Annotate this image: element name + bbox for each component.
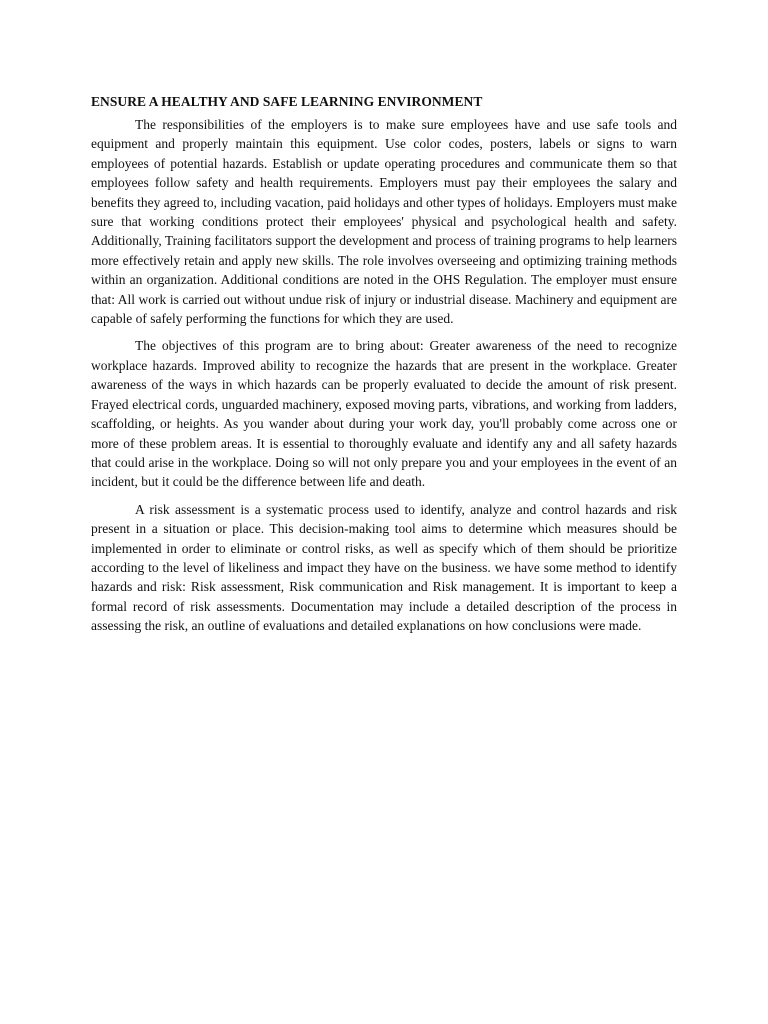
paragraph-program-objectives: The objectives of this program are to bring about: Greater awareness of the need to recognize workplace hazards. Improved ability to recognize the hazards that are present in the workplace. Greater awareness of the ways in which hazards can be properly evaluated to decide the amount of risk present. Frayed electrical cords, unguarded machinery, exposed moving parts, vibrations, and working from ladders, scaffolding, or heights. As you wander about during your work day, you'll probably come across one or more of these problem areas. It is essential to thoroughly evaluate and identify any and all safety hazards that could arise in the workplace. Doing so will not only prepare you and your employees in the event of an incident, but it could be the difference between life and death.: [91, 338, 677, 490]
page-title: ENSURE A HEALTHY AND SAFE LEARNING ENVIRONMENT: [91, 94, 483, 109]
paragraph-risk-assessment: A risk assessment is a systematic process used to identify, analyze and control hazards and risk present in a situation or place. This decision-making tool aims to determine which measures should be implemented in order to eliminate or control risks, as well as specify which of them should be prioritize according to the level of likeliness and impact they have on the business. we have some method to identify hazards and risk: Risk assessment, Risk communication and Risk management. It is important to keep a formal record of risk assessments. Documentation may include a detailed description of the process in assessing the risk, an outline of evaluations and detailed explanations on how conclusions were made.: [91, 501, 677, 634]
paragraph-employer-responsibilities: The responsibilities of the employers is to make sure employees have and use safe tools and equipment and properly maintain this equipment. Use color codes, posters, labels or signs to warn employees of potential hazards. Establish or update operating procedures and communicate them so that employees follow safety and health requirements. Employers must pay their employees the salary and benefits they agreed to, including vacation, paid holidays and other types of holidays. Employers must make sure that working conditions protect their employees' physical and psychological health and safety. Additionally, Training facilitators support the development and process of training programs to help learners more effectively retain and apply new skills. The role involves overseeing and optimizing training methods within an organization. Additional conditions are noted in the OHS Regulation. The employer must ensure that: All work is carried out without undue risk of injury or industrial disease. Machinery and equipment are capable of safely performing the functions for which they are used.: [91, 117, 677, 327]
